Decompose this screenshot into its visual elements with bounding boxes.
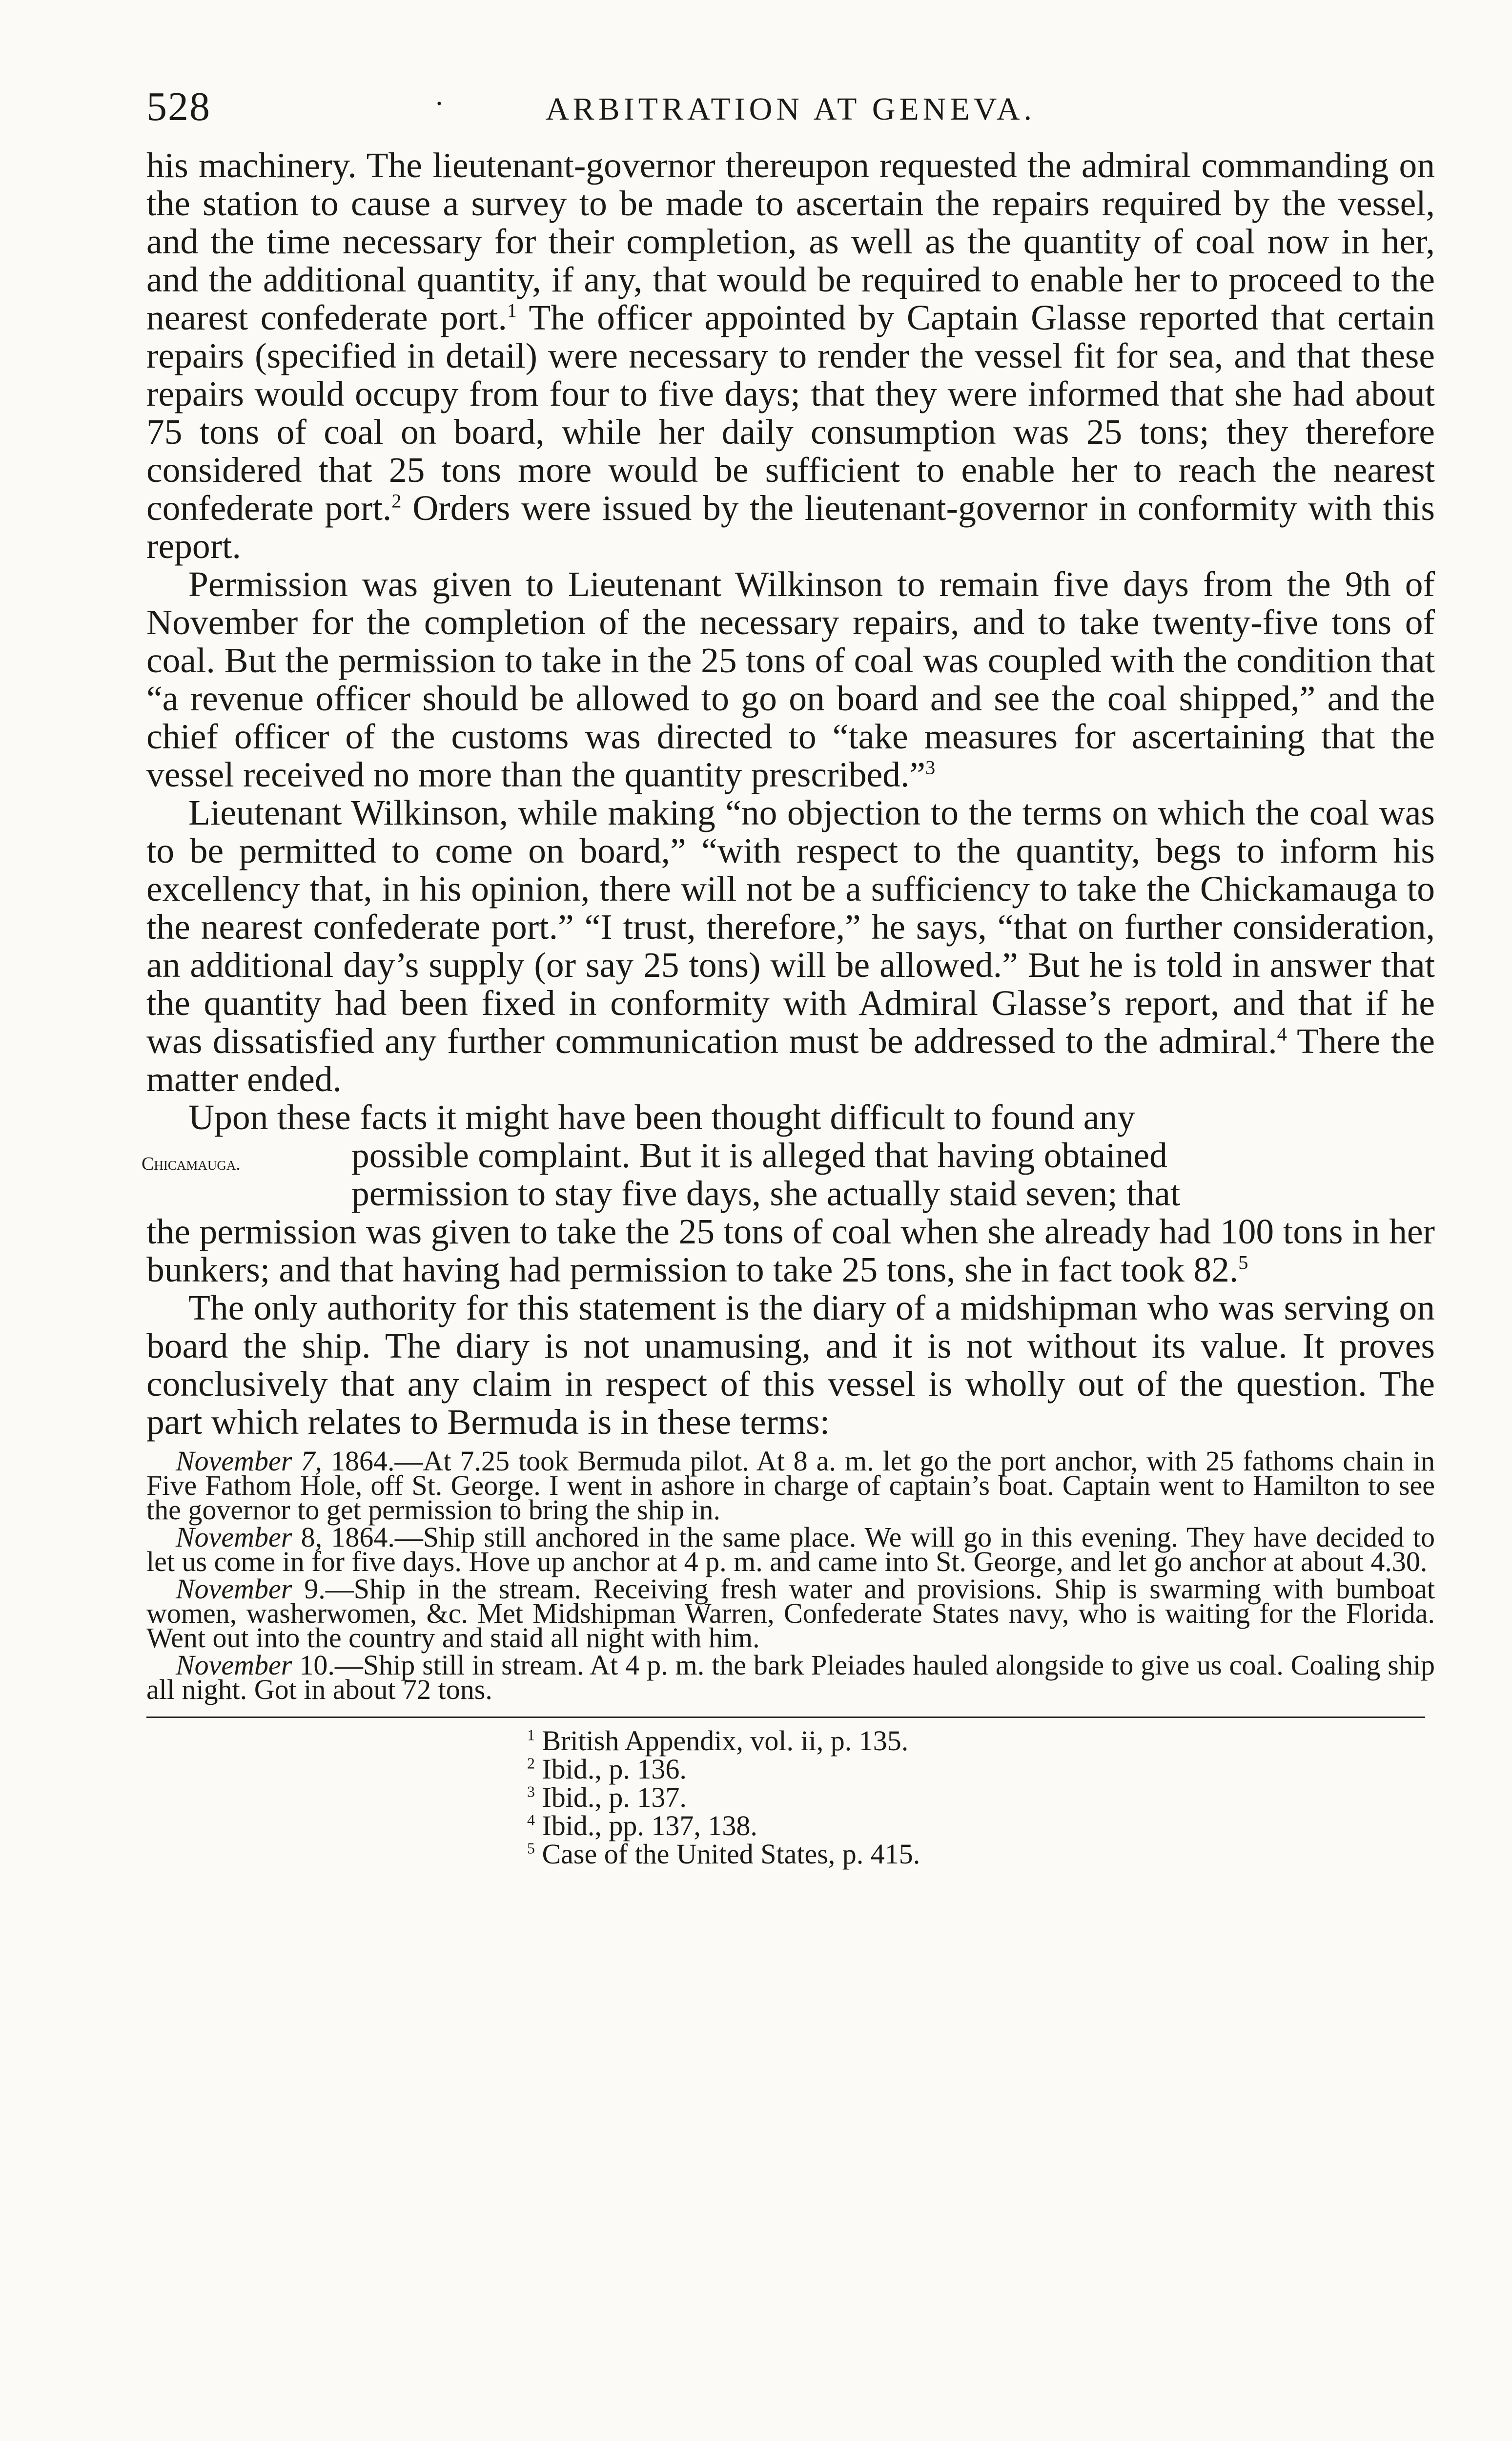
paragraph-3-text-a: Lieutenant Wilkinson, while making “no objection to the terms on which the coal was to be permitted to come on board,” “with respect to the quantity, begs to inform his excellency that, in his opinion, there will not be a sufficiency to take the Chickamauga to the nearest confederate port.” “I trust, therefore,” he says, “that on further consideration, an additional day’s supply (or say 25 tons) will be allowed.” But he is told in answer that the quantity had been fixed in conformity with Admiral Glasse’s report, and that if he was dissatisfied any further communication must be addressed to the admiral. (146, 793, 1435, 1061)
footnote-number: 1 (527, 1726, 535, 1744)
paragraph-5 (146, 1289, 1435, 1441)
diary-entry (146, 1649, 1435, 1705)
paragraph-2 (146, 565, 1435, 794)
footnotes (146, 1727, 1435, 1868)
diary-entry (146, 1445, 1435, 1526)
footnote-ref-4: 4 (1277, 1023, 1287, 1045)
diary-text: 1864.—At 7.25 took Bermuda pilot. At 8 a. m. let go the port anchor, with 25 fathoms chain in Five Fathom Hole, off St. George. I went in ashore in charge of captain’s boat. Captain went to Hamilton to see the governor to get permission to bring the ship in. (146, 1445, 1435, 1526)
header-dot: · (434, 87, 444, 120)
diary-date: November 7, (176, 1445, 322, 1477)
running-title: ARBITRATION AT GENEVA. (545, 91, 1036, 127)
diary-text: 8, 1864.—Ship still anchored in the same place. We will go in this evening. They have decided to let us come in for five days. Hove up anchor at 4 p. m. and came into St. George, and let go anchor at about 4.30. (146, 1521, 1435, 1577)
footnote (527, 1812, 1435, 1840)
footnote-number: 5 (527, 1840, 535, 1857)
diary-date: November (176, 1573, 292, 1605)
footnote-ref-3: 3 (925, 756, 936, 779)
footnote-ref-5: 5 (1238, 1251, 1248, 1274)
footnote (527, 1783, 1435, 1812)
diary-text: 10.—Ship still in stream. At 4 p. m. the bark Pleiades hauled alongside to give us coal. Coaling ship all night. Got in about 72 tons. (146, 1649, 1435, 1705)
footnote-text: British Appendix, vol. ii, p. 135. (542, 1725, 909, 1757)
paragraph-4-line-2: possible complaint. But it is alleged that having obtained (351, 1136, 1167, 1175)
diary-text: 9.—Ship in the stream. Receiving fresh water and provisions. Ship is swarming with bumboat women, washerwomen, &c. Met Midshipman Warren, Confederate States navy, who is waiting for the Florida. Went out into the country and staid all night with him. (146, 1573, 1435, 1654)
margin-note: Chicamauga. (142, 1154, 241, 1174)
diary-entry (146, 1521, 1435, 1577)
footnote-ref-2: 2 (391, 490, 402, 512)
footnote (527, 1755, 1435, 1783)
book-page (142, 83, 1435, 1870)
diary-date: November (176, 1649, 292, 1681)
footnote-number: 3 (527, 1783, 535, 1800)
paragraph-1-text-a: his machinery. The lieutenant-governor thereupon requested the admiral commanding on the station to cause a survey to be made to ascertain the repairs required by the vessel, and the time necessary for their completion, as well as the quantity of coal now in her, and the additional quantity, if any, that would be required to enable her to proceed to the nearest confederate port. (146, 145, 1435, 337)
footnote-ref-1: 1 (507, 299, 517, 322)
footnote-text: Case of the United States, p. 415. (542, 1838, 920, 1870)
diary-entry (146, 1573, 1435, 1654)
paragraph-1 (146, 146, 1435, 565)
footnote-number: 4 (527, 1811, 535, 1829)
paragraph-4-rest (146, 1213, 1435, 1289)
paragraph-4 (142, 1097, 1435, 1289)
paragraph-1-text-c: Orders were issued by the lieutenant-governor in conformity with this report. (146, 488, 1435, 566)
diary-extract (146, 1445, 1435, 1705)
footnote-text: Ibid., pp. 137, 138. (542, 1810, 757, 1841)
paragraph-4-text-rest: the permission was given to take the 25 tons of coal when she already had 100 tons in her bunkers; and that having had permission to take 25 tons, she in fact took 82. (146, 1212, 1435, 1289)
paragraph-2-text: Permission was given to Lieutenant Wilkinson to remain five days from the 9th of November for the completion of the necessary repairs, and to take twenty-five tons of coal. But the permission to take in the 25 tons of coal was coupled with the condition that “a revenue officer should be allowed to go on board and see the coal shipped,” and the chief officer of the customs was directed to “take measures for ascertaining that the vessel received no more than the quantity prescribed.” (146, 564, 1435, 794)
paragraph-4-line-3: permission to stay five days, she actually staid seven; that (351, 1174, 1181, 1213)
footnote-divider (146, 1717, 1425, 1718)
paragraph-4-line-1: Upon these facts it might have been thought difficult to found any (188, 1097, 1135, 1137)
page-header (146, 83, 1435, 146)
footnote-text: Ibid., p. 137. (542, 1781, 687, 1813)
paragraph-3-text-b: There the matter ended. (146, 1021, 1435, 1099)
body-text (142, 145, 1435, 1442)
page-number: 528 (146, 84, 211, 129)
paragraph-1-text-b: The officer appointed by Captain Glasse reported that certain repairs (specified in detail) were necessary to render the vessel fit for sea, and that these repairs would occupy from four to five days; that they were informed that she had about 75 tons of coal on board, while her daily consumption was 25 tons; they therefore considered that 25 tons more would be sufficient to enable her to reach the nearest confederate port. (146, 298, 1435, 528)
paragraph-3 (146, 794, 1435, 1098)
footnote-number: 2 (527, 1755, 535, 1772)
footnote (527, 1840, 1435, 1868)
diary-date: November (176, 1521, 292, 1553)
footnote (527, 1727, 1435, 1755)
footnote-text: Ibid., p. 136. (542, 1753, 687, 1785)
paragraph-5-text: The only authority for this statement is the diary of a midshipman who was serving on board the ship. The diary is not unamusing, and it is not without its value. It proves conclusively that any claim in respect of this vessel is wholly out of the question. The part which relates to Bermuda is in these terms: (146, 1288, 1435, 1442)
